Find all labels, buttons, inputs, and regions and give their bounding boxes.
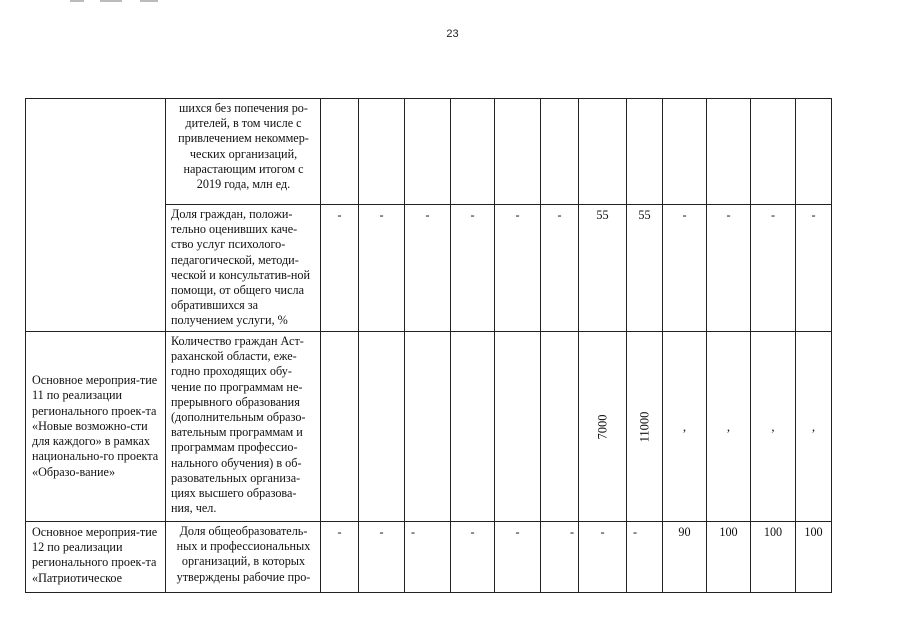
value-cell: , bbox=[707, 332, 751, 522]
measures-table bbox=[25, 98, 832, 593]
value-cell: - bbox=[359, 205, 405, 332]
value-cell: 100 bbox=[707, 522, 751, 593]
value-cell: - bbox=[796, 205, 832, 332]
value-cell: - bbox=[451, 522, 495, 593]
value-cell: - bbox=[579, 522, 627, 593]
table-row bbox=[26, 332, 832, 522]
value-cell bbox=[359, 99, 405, 205]
value-cell: 90 bbox=[663, 522, 707, 593]
value-cell bbox=[627, 332, 663, 522]
page-number: 23 bbox=[446, 28, 459, 40]
value-cell bbox=[495, 332, 541, 522]
value-cell bbox=[321, 332, 359, 522]
value-cell: 100 bbox=[796, 522, 832, 593]
value-cell: - bbox=[707, 205, 751, 332]
value-cell bbox=[541, 99, 579, 205]
value-cell: , bbox=[796, 332, 832, 522]
event-cell: Основное мероприя-тие 12 по реализации регионального проек-та «Патриотическое bbox=[26, 522, 166, 593]
value-cell bbox=[707, 99, 751, 205]
rotated-value: 11000 bbox=[636, 411, 651, 442]
table-row bbox=[26, 99, 832, 205]
value-cell bbox=[663, 99, 707, 205]
value-cell: - bbox=[541, 205, 579, 332]
event-cell: Основное мероприя-тие 11 по реализации регионального проек-та «Новые возможно-сти для каждого» в рамках национально-го проекта «Образо-вание» bbox=[26, 332, 166, 522]
indicator-cell: Доля граждан, положи-тельно оценивших каче-ство услуг психолого-педагогической, методи-ческой и консультатив-ной помощи, от общего числа обратившихся за получением услуги, % bbox=[166, 205, 321, 332]
value-cell: , bbox=[663, 332, 707, 522]
value-cell: - bbox=[663, 205, 707, 332]
value-cell bbox=[627, 99, 663, 205]
indicator-cell: Доля общеобразователь-ных и профессиональных организаций, в которых утверждены рабочие про- bbox=[166, 522, 321, 593]
table-row bbox=[26, 522, 832, 593]
indicator-cell: Количество граждан Аст-раханской области, еже-годно проходящих обу-чение по программам не-прерывного образования (дополнительным образо-вательным программам и программам профессио-нального обучения) в об-разовательных организа-циях высшего образова-ния, чел. bbox=[166, 332, 321, 522]
value-cell bbox=[541, 332, 579, 522]
value-cell bbox=[796, 99, 832, 205]
value-cell bbox=[579, 99, 627, 205]
value-cell bbox=[451, 332, 495, 522]
value-cell bbox=[579, 332, 627, 522]
value-cell: - bbox=[405, 522, 451, 593]
value-cell: , bbox=[751, 332, 796, 522]
value-cell bbox=[405, 332, 451, 522]
value-cell: - bbox=[495, 205, 541, 332]
value-cell: 55 bbox=[627, 205, 663, 332]
value-cell: 55 bbox=[579, 205, 627, 332]
rotated-value: 7000 bbox=[594, 414, 609, 439]
value-cell: - bbox=[541, 522, 579, 593]
value-cell bbox=[451, 99, 495, 205]
value-cell bbox=[405, 99, 451, 205]
value-cell: - bbox=[321, 205, 359, 332]
value-cell bbox=[359, 332, 405, 522]
value-cell: - bbox=[495, 522, 541, 593]
value-cell bbox=[321, 99, 359, 205]
value-cell: - bbox=[627, 522, 663, 593]
indicator-cell: шихся без попечения ро-дителей, в том числе с привлечением некоммер-ческих организаций, нарастающим итогом с 2019 года, млн ед. bbox=[166, 99, 321, 205]
value-cell: - bbox=[405, 205, 451, 332]
value-cell: - bbox=[751, 205, 796, 332]
value-cell: - bbox=[359, 522, 405, 593]
value-cell bbox=[751, 99, 796, 205]
value-cell: 100 bbox=[751, 522, 796, 593]
top-edge-marks bbox=[70, 0, 160, 4]
value-cell: - bbox=[321, 522, 359, 593]
value-cell bbox=[495, 99, 541, 205]
event-cell bbox=[26, 99, 166, 332]
value-cell: - bbox=[451, 205, 495, 332]
